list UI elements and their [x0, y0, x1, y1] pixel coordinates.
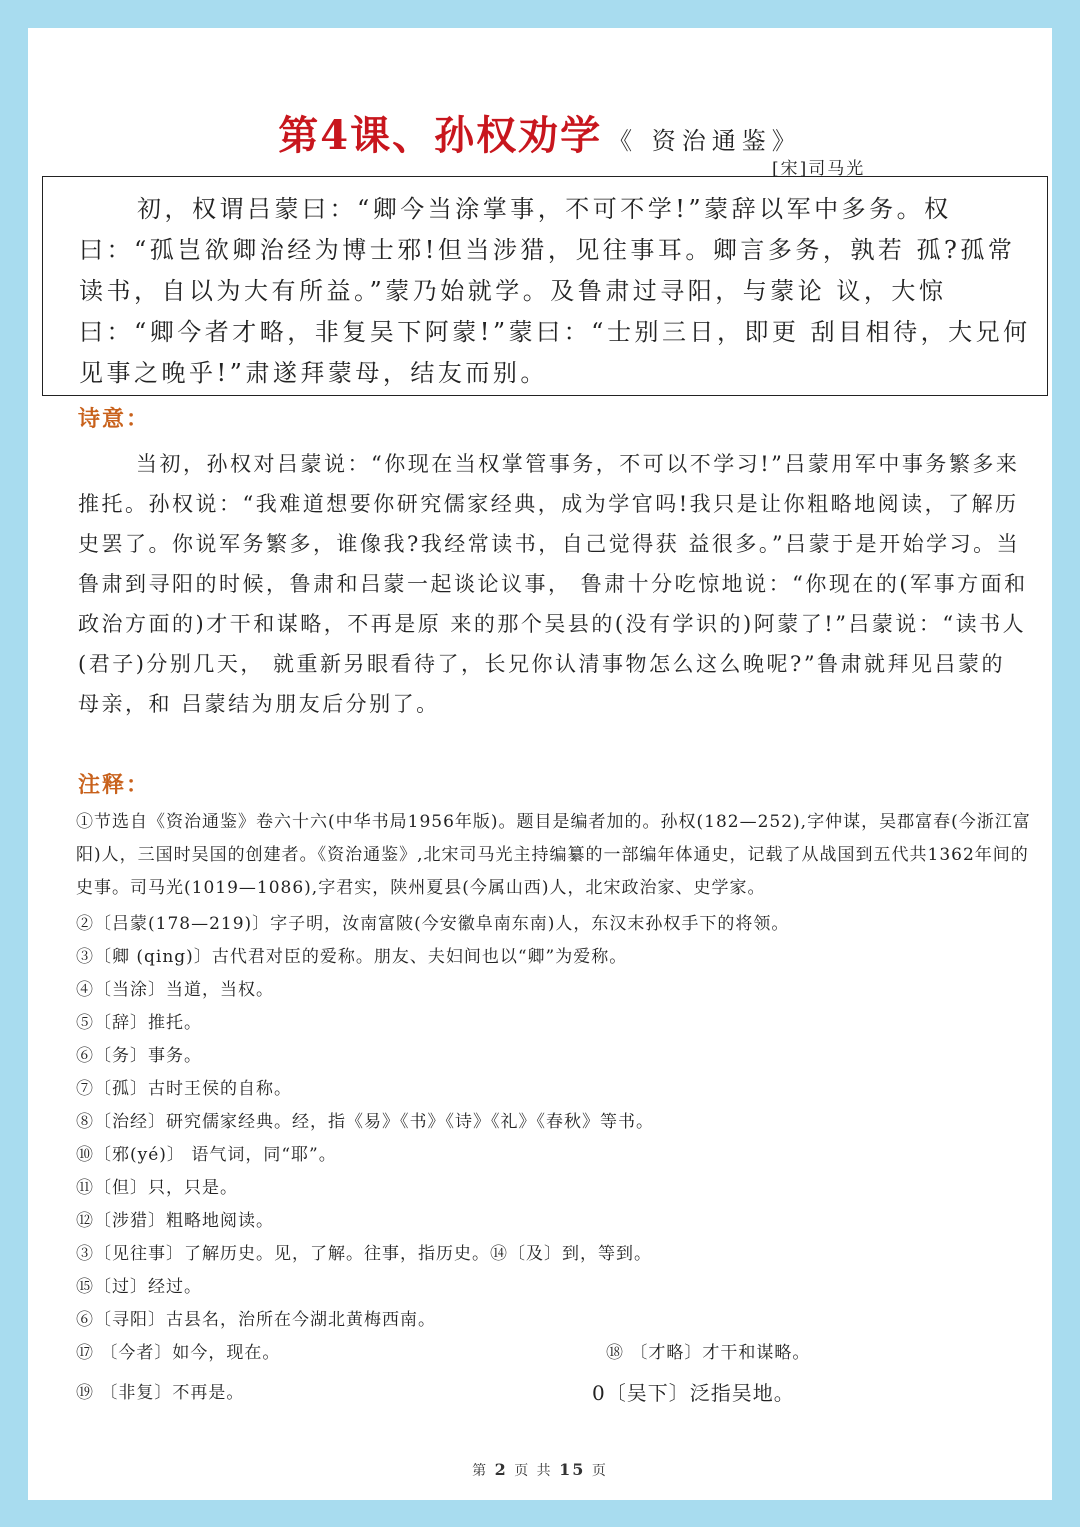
note-3: ③〔卿 (qing)〕古代君对臣的爱称。朋友、夫妇间也以“卿”为爱称。 — [76, 947, 628, 967]
note-1: ①节选自《资治通鉴》卷六十六(中华书局1956年版)。题目是编者加的。孙权(182—252),字仲谋，吴郡富春(今浙江富阳)人，三国时吴国的创建者。《资治通鉴》,北宋司马光主持编纂的一部编年体通史，记载了从战国到五代共1362年间的史事。司马光(1019—1086),字君实，陕州夏县(今属山西)人，北宋政治家、史学家。 — [76, 812, 1031, 898]
source-title: 《 资治通鉴》 — [608, 127, 802, 155]
note-7: ⑦〔孤〕古时王侯的自称。 — [76, 1079, 292, 1099]
note-row-19-20 — [76, 1377, 1036, 1417]
note-19: ⑲ 〔非复〕不再是。 — [76, 1383, 245, 1403]
note-13-14: ③〔见往事〕了解历史。见，了解。往事，指历史。⑭〔及〕到，等到。 — [76, 1244, 652, 1264]
footer-middle: 页 共 — [514, 1463, 553, 1479]
translation-heading: 诗意： — [78, 406, 151, 432]
original-text-box — [42, 176, 1048, 396]
page-number: 2 — [494, 1460, 508, 1479]
translation-block — [78, 444, 1028, 724]
note-row-17-18 — [76, 1337, 1036, 1377]
footer-prefix: 第 — [472, 1463, 489, 1479]
note-4: ④〔当涂〕当道，当权。 — [76, 980, 274, 1000]
note-2: ②〔吕蒙(178—219)〕字子明，汝南富陂(今安徽阜南东南)人，东汉末孙权手下的将领。 — [76, 914, 790, 934]
page-total: 15 — [559, 1460, 586, 1479]
note-11: ⑪〔但〕只，只是。 — [76, 1178, 238, 1198]
original-text: 初，权谓吕蒙曰：“卿今当涂掌事，不可不学!”蒙辞以军中多务。权曰：“孤岂欲卿治经为博士邪!但当涉猎，见往事耳。卿言多务，孰若 孤?孤常读书，自以为大有所益。”蒙乃始就学。及鲁肃过寻阳，与蒙论 议，大惊曰：“卿今者才略，非复吴下阿蒙!”蒙曰：“士别三日，即更 刮目相待，大兄何见事之晚乎!”肃遂拜蒙母，结友而别。 — [79, 195, 1031, 387]
note-5: ⑤〔辞〕推托。 — [76, 1013, 202, 1033]
note-17: ⑰ 〔今者〕如今，现在。 — [76, 1343, 281, 1363]
notes-heading: 注释： — [78, 772, 151, 798]
note-16: ⑥〔寻阳〕古县名，治所在今湖北黄梅西南。 — [76, 1310, 436, 1330]
lesson-title: 第4课、孙权劝学 — [278, 112, 603, 159]
note-6: ⑥〔务〕事务。 — [76, 1046, 202, 1066]
note-20: 0〔吴下〕泛指吴地。 — [592, 1381, 795, 1405]
notes-list — [76, 806, 1036, 1417]
note-8: ⑧〔治经〕研究儒家经典。经，指《易》《书》《诗》《礼》《春秋》等书。 — [76, 1112, 654, 1132]
page-footer — [28, 1460, 1052, 1480]
note-15: ⑮〔过〕经过。 — [76, 1277, 202, 1297]
translation-text: 当初，孙权对吕蒙说：“你现在当权掌管事务，不可以不学习!”吕蒙用军中事务繁多来推托。孙权说：“我难道想要你研究儒家经典，成为学官吗!我只是让你粗略地阅读，了解历史罢了。你说军务繁多，谁像我?我经常读书，自己觉得获 益很多。”吕蒙于是开始学习。当鲁肃到寻阳的时候，鲁肃和吕蒙一起谈论议事， 鲁肃十分吃惊地说：“你现在的(军事方面和政治方面的)才干和谋略，不再是原 来的那个吴县的(没有学识的)阿蒙了!”吕蒙说：“读书人(君子)分别几天， 就重新另眼看待了，长兄你认清事物怎么这么晚呢?”鲁肃就拜见吕蒙的母亲，和 吕蒙结为朋友后分别了。 — [78, 452, 1028, 716]
note-10: ⑩〔邪(yé)〕 语气词，同“耶”。 — [76, 1145, 337, 1165]
document-page — [28, 28, 1052, 1500]
footer-suffix: 页 — [591, 1463, 608, 1479]
note-18: ⑱ 〔才略〕才干和谋略。 — [606, 1343, 811, 1363]
title-row — [28, 104, 1052, 161]
author: [宋]司马光 — [772, 159, 866, 179]
note-12: ⑫〔涉猎〕粗略地阅读。 — [76, 1211, 274, 1231]
